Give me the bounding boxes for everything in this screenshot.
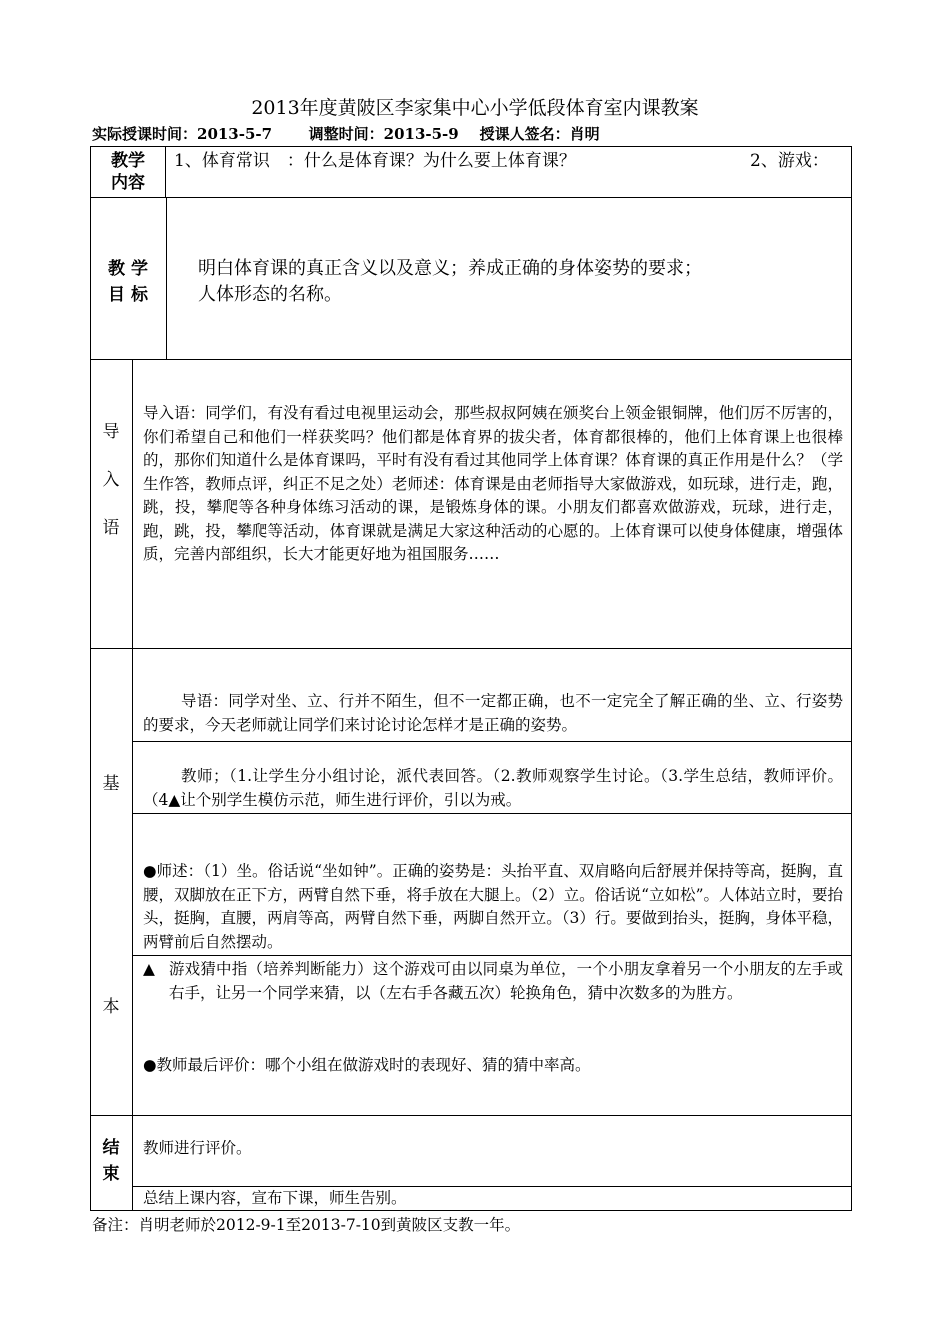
goal-label: 教 学 目 标 (108, 259, 148, 305)
footnote: 备注：肖明老师於2012-9-1至2013-7-10到黄陂区支教一年。 (92, 1216, 521, 1234)
basic-guide: 导语：同学对坐、立、行并不陌生，但不一定都正确，也不一定完全了解正确的坐、立、行姿势的要求，今天老师就让同学们来讨论讨论怎样才是正确的姿势。 (143, 692, 843, 734)
ending-line-1: 教师进行评价。 (143, 1139, 252, 1157)
intro-text: 导入语：同学们，有没有看过电视里运动会，那些叔叔阿姨在颁奖台上领金银铜牌，他们厉不厉害的，你们希望自己和他们一样获奖吗？他们都是体育界的拔尖者，体育都很棒的，他们上体育课上也很棒的，那你们知道什么是体育课吗，平时有没有看过其他同学上体育课？体育课的真正作用是什么？（学生作答，教师点评，纠正不足之处）老师述：体育课是由老师指导大家做游戏，如玩球，进行走，跑，跳，投，攀爬等各种身体练习活动的课，是锻炼身体的课。小朋友们都喜欢做游戏，玩球，进行走，跑，跳，投，攀爬等活动，体育课就是满足大家这种活动的心愿的。上体育课可以使身体健康，增强体质，完善内部组织，长大才能更好地为祖国服务…… (143, 404, 843, 563)
basic-final-eval: ●教师最后评价：哪个小组在做游戏时的表现好、猜的猜中率高。 (143, 1056, 591, 1074)
goal-text: 明白体育课的真正含义以及意义；养成正确的身体姿势的要求； 人体形态的名称。 (198, 258, 702, 305)
adjust-time: 调整时间：2013-5-9 (308, 125, 459, 143)
content-part-1: 1、体育常识 ：什么是体育课？为什么要上体育课？ (174, 151, 576, 171)
basic-game: 游戏猜中指（培养判断能力）这个游戏可由以同桌为单位，一个小朋友拿着另一个小朋友的左手或右手，让另一个同学来猜，以（左右手各藏五次）轮换角色，猜中次数多的为胜方。 (169, 960, 843, 1002)
page-title: 2013年度黄陂区李家集中心小学低段体育室内课教案 (251, 97, 699, 119)
intro-label: 导 入 语 (102, 422, 120, 538)
content-label: 教学 内容 (111, 151, 145, 193)
lesson-meta (92, 124, 600, 144)
actual-time: 实际授课时间：2013-5-7 (92, 125, 273, 143)
signature: 授课人签名：肖明 (479, 125, 600, 143)
basic-explain: ●师述：（1）坐。俗话说“坐如钟”。正确的姿势是：头抬平直、双肩略向后舒展并保持等高，挺胸，直腰，双脚放在正下方，两臂自然下垂，将手放在大腿上。（2）立。俗话说“立如松”。人体站立时，要抬头，挺胸，直腰，两肩等高，两臂自然下垂，两脚自然开立。（3）行。要做到抬头，挺胸，身体平稳，两臂前后自然摆动。 (143, 862, 843, 951)
game-marker: ▲ (143, 960, 155, 978)
basic-label-1: 基 (102, 774, 120, 794)
basic-label-2: 本 (102, 997, 120, 1017)
content-part-2: 2、游戏： (750, 151, 829, 171)
basic-teacher-steps: 教师；（1.让学生分小组讨论，派代表回答。（2.教师观察学生讨论。（3.学生总结，教师评价。（4▲让个别学生模仿示范，师生进行评价，引以为戒。 (143, 767, 843, 809)
ending-line-2: 总结上课内容，宣布下课，师生告别。 (143, 1189, 407, 1207)
ending-label: 结 束 (102, 1138, 120, 1184)
